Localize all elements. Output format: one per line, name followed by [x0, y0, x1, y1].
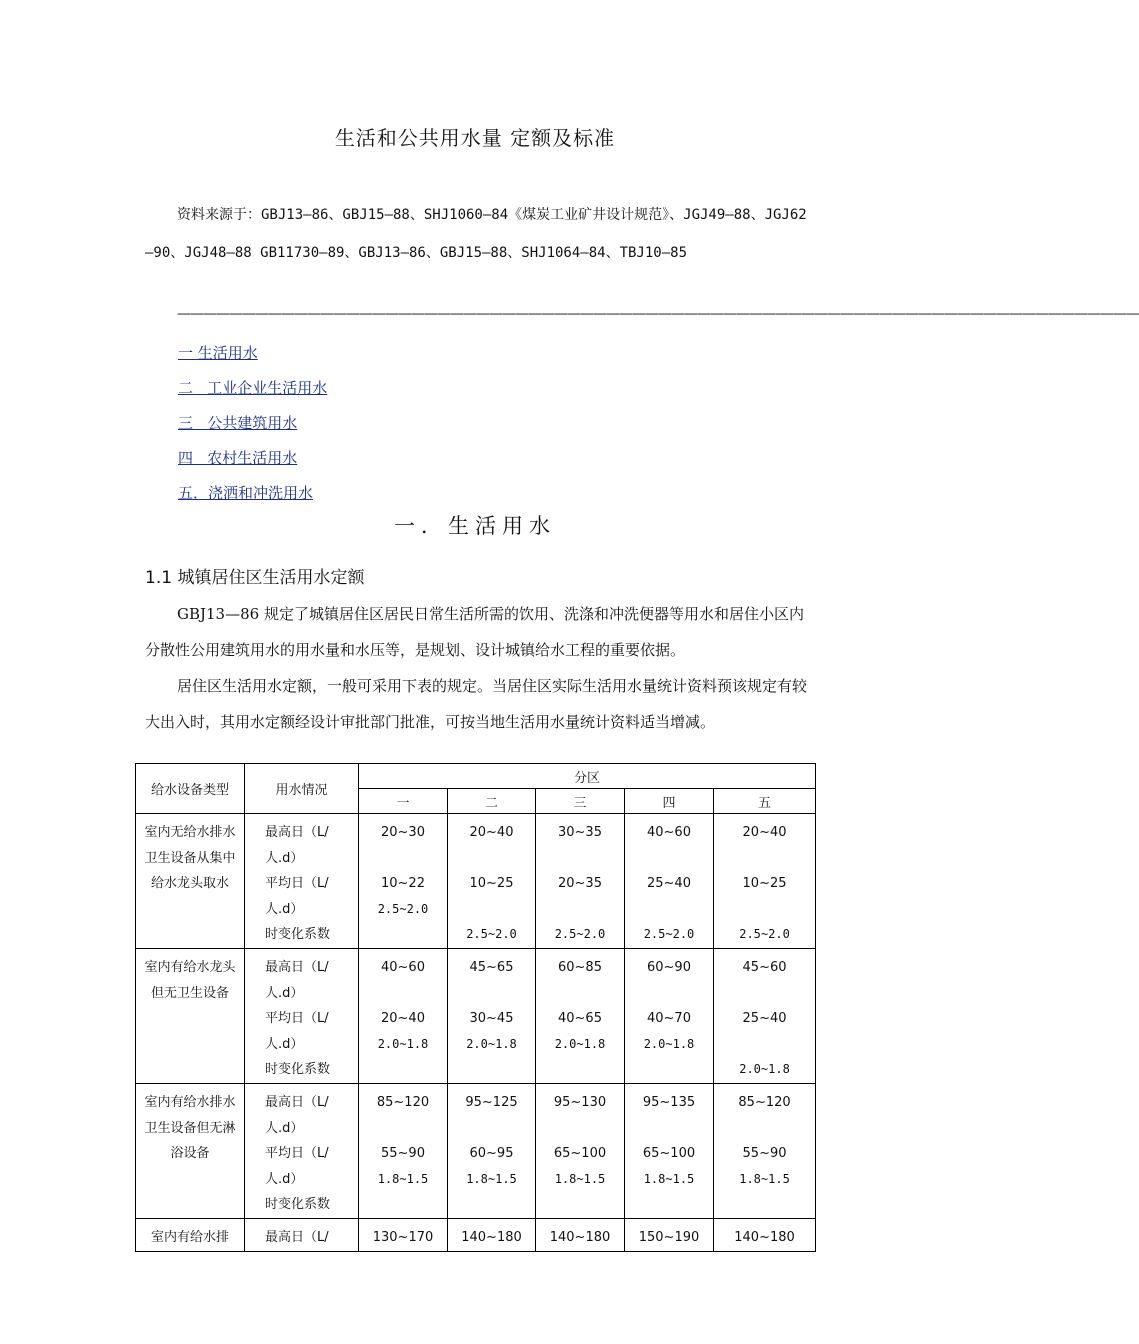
- quota-value: 60~90: [647, 959, 691, 975]
- usage-cell: [245, 814, 359, 949]
- toc-link-rural-water[interactable]: 四 农村生活用水: [178, 449, 298, 467]
- zone-3-cell: [536, 1218, 625, 1251]
- water-quota-table: [135, 763, 816, 1252]
- quota-value: 95~130: [553, 1094, 607, 1110]
- quota-value: 60~85: [558, 959, 602, 975]
- quota-value: 65~100: [642, 1146, 696, 1162]
- zone-4-cell: [625, 1218, 714, 1251]
- quota-value: 40~65: [558, 1011, 602, 1027]
- usage-line: 平均日（L/: [265, 876, 329, 892]
- quota-value: [714, 846, 815, 872]
- zone-3-cell: [536, 948, 625, 1083]
- zone-2-cell: [448, 948, 536, 1083]
- quota-value: [359, 981, 447, 1007]
- table-row: [136, 1083, 816, 1218]
- quota-value: [625, 1116, 713, 1142]
- quota-value: 45~65: [469, 959, 514, 975]
- usage-cell: [245, 948, 359, 1083]
- quota-value: [448, 1057, 535, 1083]
- table-row: [136, 1218, 816, 1251]
- quota-value: 2.0~1.8: [643, 1036, 695, 1051]
- zone-4-cell: [625, 814, 714, 949]
- quota-value: 2.5~2.0: [377, 901, 429, 916]
- quota-value: [536, 846, 624, 872]
- paragraph-intro: GBJ13—86 规定了城镇居住区居民日常生活所需的饮用、洗涤和冲洗便器等用水和居住小区内分散性公用建筑用水的用水量和水压等，是规划、设计城镇给水工程的重要依据。: [145, 605, 804, 659]
- quota-value: 10~25: [742, 876, 787, 892]
- document-title: 生活和公共用水量 定额及标准: [334, 126, 616, 150]
- divider-rule: ——————————————————————————————————————————————————————————————————————————: [177, 306, 1139, 322]
- table-body: [136, 814, 816, 1252]
- quota-value: [714, 1192, 815, 1218]
- quota-value: [714, 1032, 815, 1058]
- zone-5-cell: [714, 814, 816, 949]
- zone-5-cell: [714, 1083, 816, 1218]
- equipment-type-cell: 室内有给水排: [136, 1218, 245, 1251]
- quota-value: 1.8~1.5: [554, 1171, 606, 1186]
- quota-value: [625, 981, 713, 1007]
- equipment-type-cell: 室内有给水龙头但无卫生设备: [136, 948, 245, 1083]
- section-heading: 一．生活用水: [394, 514, 556, 538]
- header-equipment-type: 给水设备类型: [136, 764, 245, 814]
- quota-value: 60~95: [469, 1146, 514, 1162]
- usage-line: 人.d）: [265, 1171, 304, 1187]
- quota-value: 95~135: [642, 1094, 696, 1110]
- equipment-type-cell: 室内无给水排水卫生设备从集中给水龙头取水: [136, 814, 245, 949]
- quota-value: 2.5~2.0: [643, 927, 695, 942]
- header-zone-4: 四: [625, 789, 714, 814]
- quota-value: [625, 897, 713, 923]
- quota-value: 40~60: [647, 825, 691, 840]
- quota-value: 140~180: [734, 1229, 795, 1245]
- quota-value: 10~25: [469, 876, 514, 892]
- subsection-heading: 1.1 城镇居住区生活用水定额: [145, 568, 365, 588]
- quota-value: 2.0~1.8: [739, 1062, 790, 1077]
- usage-line: 最高日（L/: [265, 959, 329, 975]
- header-zone-2: 二: [448, 789, 536, 814]
- header-zone: 分区: [359, 764, 816, 789]
- quota-value: [536, 981, 624, 1007]
- quota-value: 2.5~2.0: [554, 927, 606, 942]
- quota-value: [359, 1057, 447, 1083]
- zone-2-cell: [448, 1083, 536, 1218]
- zone-2-cell: [448, 1218, 536, 1251]
- toc-link-public-building-water[interactable]: 三 公共建筑用水: [178, 414, 298, 432]
- quota-value: [448, 846, 535, 872]
- quota-value: [714, 981, 815, 1007]
- quota-value: 1.8~1.5: [377, 1171, 429, 1186]
- quota-value: [625, 1192, 713, 1218]
- quota-value: 30~45: [469, 1011, 514, 1027]
- quota-value: 55~90: [381, 1146, 425, 1162]
- usage-line: 平均日（L/: [265, 1146, 329, 1162]
- quota-value: [536, 897, 624, 923]
- quota-value: 45~60: [742, 959, 787, 975]
- quota-value: 140~180: [549, 1229, 611, 1245]
- usage-cell: [245, 1083, 359, 1218]
- quota-value: 20~40: [742, 825, 787, 840]
- quota-value: [448, 1116, 535, 1142]
- quota-value: 140~180: [461, 1229, 522, 1245]
- quota-value: 20~40: [469, 825, 514, 840]
- quota-value: 2.5~2.0: [466, 927, 517, 942]
- quota-value: [448, 897, 535, 923]
- quota-value: [625, 846, 713, 872]
- quota-value: 10~22: [381, 876, 425, 892]
- zone-5-cell: [714, 948, 816, 1083]
- zone-1-cell: [359, 1218, 448, 1251]
- usage-cell: [245, 1218, 359, 1251]
- quota-value: 95~125: [465, 1094, 518, 1110]
- quota-value: [536, 1116, 624, 1142]
- usage-line: 最高日（L/: [265, 1229, 329, 1245]
- quota-value: 150~190: [638, 1229, 700, 1245]
- usage-line: 最高日（L/: [265, 825, 329, 840]
- usage-line: 时变化系数: [265, 1197, 331, 1213]
- equipment-type-cell: 室内有给水排水卫生设备但无淋浴设备: [136, 1083, 245, 1218]
- quota-value: [448, 1192, 535, 1218]
- quota-value: [714, 1116, 815, 1142]
- header-usage: 用水情况: [245, 764, 359, 814]
- quota-value: 1.8~1.5: [739, 1171, 790, 1186]
- quota-value: [448, 981, 535, 1007]
- table-row: [136, 948, 816, 1083]
- quota-value: 40~60: [381, 959, 425, 975]
- usage-line: 人.d）: [265, 985, 304, 1001]
- zone-1-cell: [359, 948, 448, 1083]
- zone-3-cell: [536, 1083, 625, 1218]
- toc-link-industrial-water[interactable]: 二 工业企业生活用水: [178, 379, 328, 397]
- zone-2-cell: [448, 814, 536, 949]
- quota-value: 20~40: [381, 1011, 425, 1027]
- quota-value: 20~30: [381, 825, 425, 840]
- quota-value: [359, 922, 447, 948]
- usage-line: 人.d）: [265, 850, 304, 866]
- quota-value: 2.0~1.8: [554, 1036, 606, 1051]
- quota-value: 2.0~1.8: [466, 1036, 517, 1051]
- usage-line: 平均日（L/: [265, 1011, 329, 1027]
- quota-value: [536, 1192, 624, 1218]
- usage-line: 人.d）: [265, 1120, 304, 1136]
- toc-link-domestic-water[interactable]: 一 生活用水: [178, 344, 258, 362]
- usage-line: 时变化系数: [265, 1062, 331, 1078]
- quota-value: 85~120: [376, 1094, 430, 1110]
- quota-value: 30~35: [558, 825, 602, 840]
- table-row: [136, 814, 816, 949]
- quota-value: 130~170: [372, 1229, 434, 1245]
- usage-line: 时变化系数: [265, 927, 331, 943]
- paragraph-quota: 居住区生活用水定额，一般可采用下表的规定。当居住区实际生活用水量统计资料预该规定有较大出入时，其用水定额经设计审批部门批准，可按当地生活用水量统计资料适当增减。: [145, 677, 808, 731]
- quota-value: [536, 1057, 624, 1083]
- usage-line: 最高日（L/: [265, 1094, 329, 1110]
- source-references: 资料来源于：GBJ13—86、GBJ15—88、SHJ1060—84《煤炭工业矿井设计规范》、JGJ49—88、JGJ62—90、JGJ48—88 GB11730—89、GBJ13—86、GBJ15—88、SHJ1064—84、TBJ10—85: [145, 207, 807, 261]
- quota-value: 25~40: [647, 876, 691, 892]
- zone-1-cell: [359, 814, 448, 949]
- quota-value: [714, 897, 815, 923]
- quota-value: [359, 1116, 447, 1142]
- zone-1-cell: [359, 1083, 448, 1218]
- quota-value: 65~100: [553, 1146, 607, 1162]
- quota-value: 1.8~1.5: [643, 1171, 695, 1186]
- quota-value: 25~40: [742, 1011, 787, 1027]
- quota-value: 2.5~2.0: [739, 927, 790, 942]
- zone-4-cell: [625, 948, 714, 1083]
- quota-value: 1.8~1.5: [466, 1171, 517, 1186]
- usage-line: 人.d）: [265, 1036, 304, 1052]
- zone-5-cell: [714, 1218, 816, 1251]
- header-zone-5: 五: [714, 789, 816, 814]
- quota-value: 85~120: [738, 1094, 791, 1110]
- zone-3-cell: [536, 814, 625, 949]
- quota-value: [359, 846, 447, 872]
- header-zone-3: 三: [536, 789, 625, 814]
- quota-value: 20~35: [558, 876, 602, 892]
- usage-line: 人.d）: [265, 901, 304, 917]
- quota-value: 2.0~1.8: [377, 1036, 429, 1051]
- zone-4-cell: [625, 1083, 714, 1218]
- header-zone-1: 一: [359, 789, 448, 814]
- toc-link-sprinkling-water[interactable]: 五．浇洒和冲洗用水: [178, 484, 314, 502]
- quota-value: [625, 1057, 713, 1083]
- quota-value: 40~70: [647, 1011, 691, 1027]
- quota-value: [359, 1192, 447, 1218]
- quota-value: 55~90: [742, 1146, 787, 1162]
